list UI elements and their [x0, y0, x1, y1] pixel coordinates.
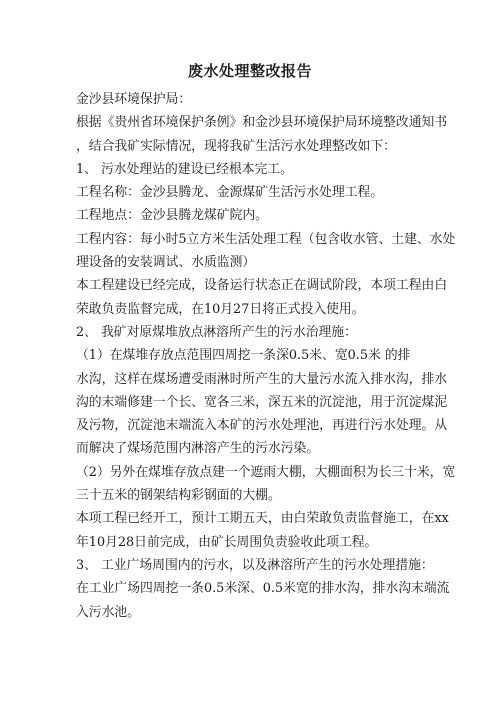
text-line: 2、 我矿对原煤堆放点淋溶所产生的污水治理施： — [76, 324, 357, 340]
text-line: 沟的末端修建一个长、宽各三米，深五米的沉淀池，用于沉淀煤泥 — [76, 394, 448, 410]
text-line: 工程内容：每小时5立方米生活处理工程（包含收水管、土建、水处 — [76, 231, 456, 247]
text-line: 1、 污水处理站的建设已经根本完工。 — [76, 161, 293, 177]
text-line: 理设备的安装调试、水质监测） — [76, 255, 256, 271]
text-line: 工程地点：金沙县腾龙煤矿院内。 — [76, 208, 268, 224]
text-line: 入污水池。 — [76, 604, 140, 620]
text-line: 荣敢负责监督完成，在10月27日将正式投入使用。 — [76, 301, 365, 317]
text-line: 在工业广场四周挖一条0.5米深、0.5米宽的排水沟，排水沟末端流 — [76, 581, 450, 597]
text-line: 水沟，这样在煤场遭受雨淋时所产生的大量污水流入排水沟，排水 — [76, 371, 448, 387]
text-line: 工程名称：金沙县腾龙、金源煤矿生活污水处理工程。 — [76, 185, 384, 201]
text-line: 本工程建设已经完成，设备运行状态正在调试阶段，本项工程由白 — [76, 278, 448, 294]
text-line: ，结合我矿实际情况，现将我矿生活污水处理整改如下： — [76, 138, 396, 154]
document-body — [76, 88, 456, 624]
text-line: 而解决了煤场范围内淋溶产生的污水污染。 — [76, 441, 320, 457]
text-line: （2）另外在煤堆存放点建一个遮雨大棚，大棚面积为长三十米，宽 — [76, 464, 456, 480]
text-line: 年10月28日前完成，由矿长周围负责验收此项工程。 — [76, 534, 378, 550]
text-line: 及污物，沉淀池末端流入本矿的污水处理池，再进行污水处理。从 — [76, 418, 448, 434]
text-line: 本项工程已经开工，预计工期五天，由白荣敢负责监督施工，在xx — [76, 511, 449, 527]
text-line: 根据《贵州省环境保护条例》和金沙县环境保护局环境整改通知书 — [76, 115, 448, 131]
text-line: （1）在煤堆存放点范围四周挖一条深0.5米、宽0.5米 的排 — [76, 348, 411, 364]
text-line: 金沙县环境保护局： — [76, 92, 192, 107]
text-line: 三十五米的钢架结构彩钢面的大棚。 — [76, 488, 281, 504]
document-title: 废水处理整改报告 — [187, 62, 312, 80]
text-line: 3、 工业广场周围内的污水，以及淋溶所产生的污水处理措施： — [76, 557, 434, 573]
